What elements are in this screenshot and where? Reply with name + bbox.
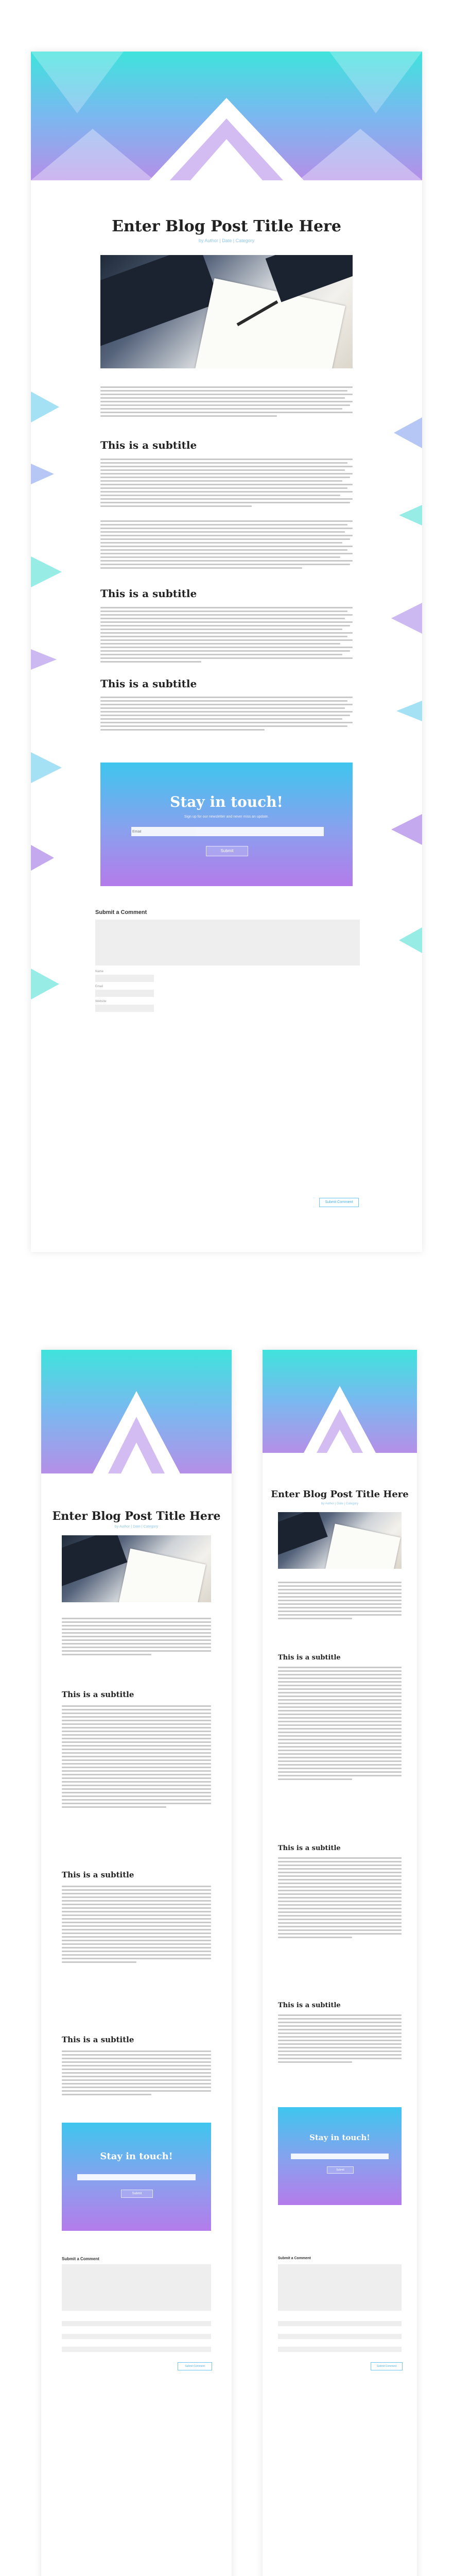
header-pattern (31, 52, 422, 180)
tablet-newsletter-cta (62, 2123, 211, 2231)
desktop-mockup (31, 52, 422, 1252)
mobile-newsletter-cta (278, 2107, 402, 2205)
mobile-submit-comment-button[interactable]: Submit Comment (371, 2362, 403, 2370)
name-label: Name (95, 970, 104, 973)
tablet-comment-heading: Submit a Comment (62, 2257, 99, 2261)
featured-image (100, 255, 353, 368)
tablet-mockup (41, 1350, 232, 2576)
email-label: Email (95, 985, 103, 988)
tablet-cta-submit-button[interactable]: Submit (121, 2190, 153, 2198)
mobile-post-title: Enter Blog Post Title Here (271, 1489, 409, 1500)
mobile-subtitle-1: This is a subtitle (278, 1654, 341, 1662)
tablet-name-field[interactable] (62, 2321, 211, 2326)
mobile-name-field[interactable] (278, 2321, 402, 2326)
comment-textarea[interactable] (95, 920, 360, 965)
mobile-subtitle-3: This is a subtitle (278, 2002, 341, 2009)
tablet-subtitle-1: This is a subtitle (62, 1690, 134, 1699)
paragraph-2 (100, 459, 353, 509)
mobile-cta-email-input[interactable] (291, 2154, 389, 2159)
email-field[interactable] (95, 990, 154, 997)
header-triangles (31, 52, 422, 180)
cta-email-input[interactable] (131, 827, 324, 836)
tablet-submit-comment-button[interactable]: Submit Comment (178, 2362, 212, 2370)
subtitle-3: This is a subtitle (100, 677, 197, 690)
website-label: Website (95, 1000, 107, 1003)
tablet-cta-email-input[interactable] (77, 2174, 196, 2180)
submit-comment-button[interactable]: Submit Comment (319, 1198, 359, 1207)
mobile-mockup (263, 1350, 417, 2576)
website-field[interactable] (95, 1005, 154, 1012)
tablet-subtitle-2: This is a subtitle (62, 1870, 134, 1879)
cta-title: Stay in touch! (170, 793, 283, 810)
subtitle-1: This is a subtitle (100, 439, 197, 451)
tablet-comment-textarea[interactable] (62, 2264, 211, 2311)
newsletter-cta (100, 762, 353, 886)
post-meta: by Author | Date | Category (198, 238, 255, 243)
tablet-post-title: Enter Blog Post Title Here (52, 1510, 221, 1523)
mobile-website-field[interactable] (278, 2347, 402, 2352)
tablet-cta-title: Stay in touch! (100, 2151, 173, 2162)
side-decoration-left (31, 361, 72, 1082)
mobile-cta-submit-button[interactable]: Submit (327, 2166, 354, 2174)
paragraph-5 (100, 697, 353, 733)
mobile-comment-heading: Submit a Comment (278, 2257, 311, 2260)
paragraph-3 (100, 520, 353, 571)
mobile-post-meta: by Author | Date | Category (321, 1502, 359, 1505)
side-decoration-right (381, 361, 422, 1082)
mobile-featured-image (278, 1512, 402, 1569)
mobile-subtitle-2: This is a subtitle (278, 1844, 341, 1852)
mobile-cta-title: Stay in touch! (309, 2133, 370, 2142)
paragraph-1 (100, 386, 353, 419)
paragraph-4 (100, 607, 353, 665)
tablet-post-meta: by Author | Date | Category (114, 1525, 159, 1529)
name-field[interactable] (95, 975, 154, 982)
tablet-email-field[interactable] (62, 2334, 211, 2339)
cta-text: Sign up for our newsletter and never miss an update. (184, 815, 269, 819)
mobile-comment-textarea[interactable] (278, 2264, 402, 2311)
post-title: Enter Blog Post Title Here (112, 217, 341, 235)
comment-heading: Submit a Comment (95, 909, 147, 916)
tablet-subtitle-3: This is a subtitle (62, 2035, 134, 2044)
tablet-featured-image (62, 1535, 211, 1602)
subtitle-2: This is a subtitle (100, 587, 197, 600)
tablet-website-field[interactable] (62, 2347, 211, 2352)
cta-submit-button[interactable]: Submit (206, 846, 248, 856)
mobile-email-field[interactable] (278, 2334, 402, 2339)
